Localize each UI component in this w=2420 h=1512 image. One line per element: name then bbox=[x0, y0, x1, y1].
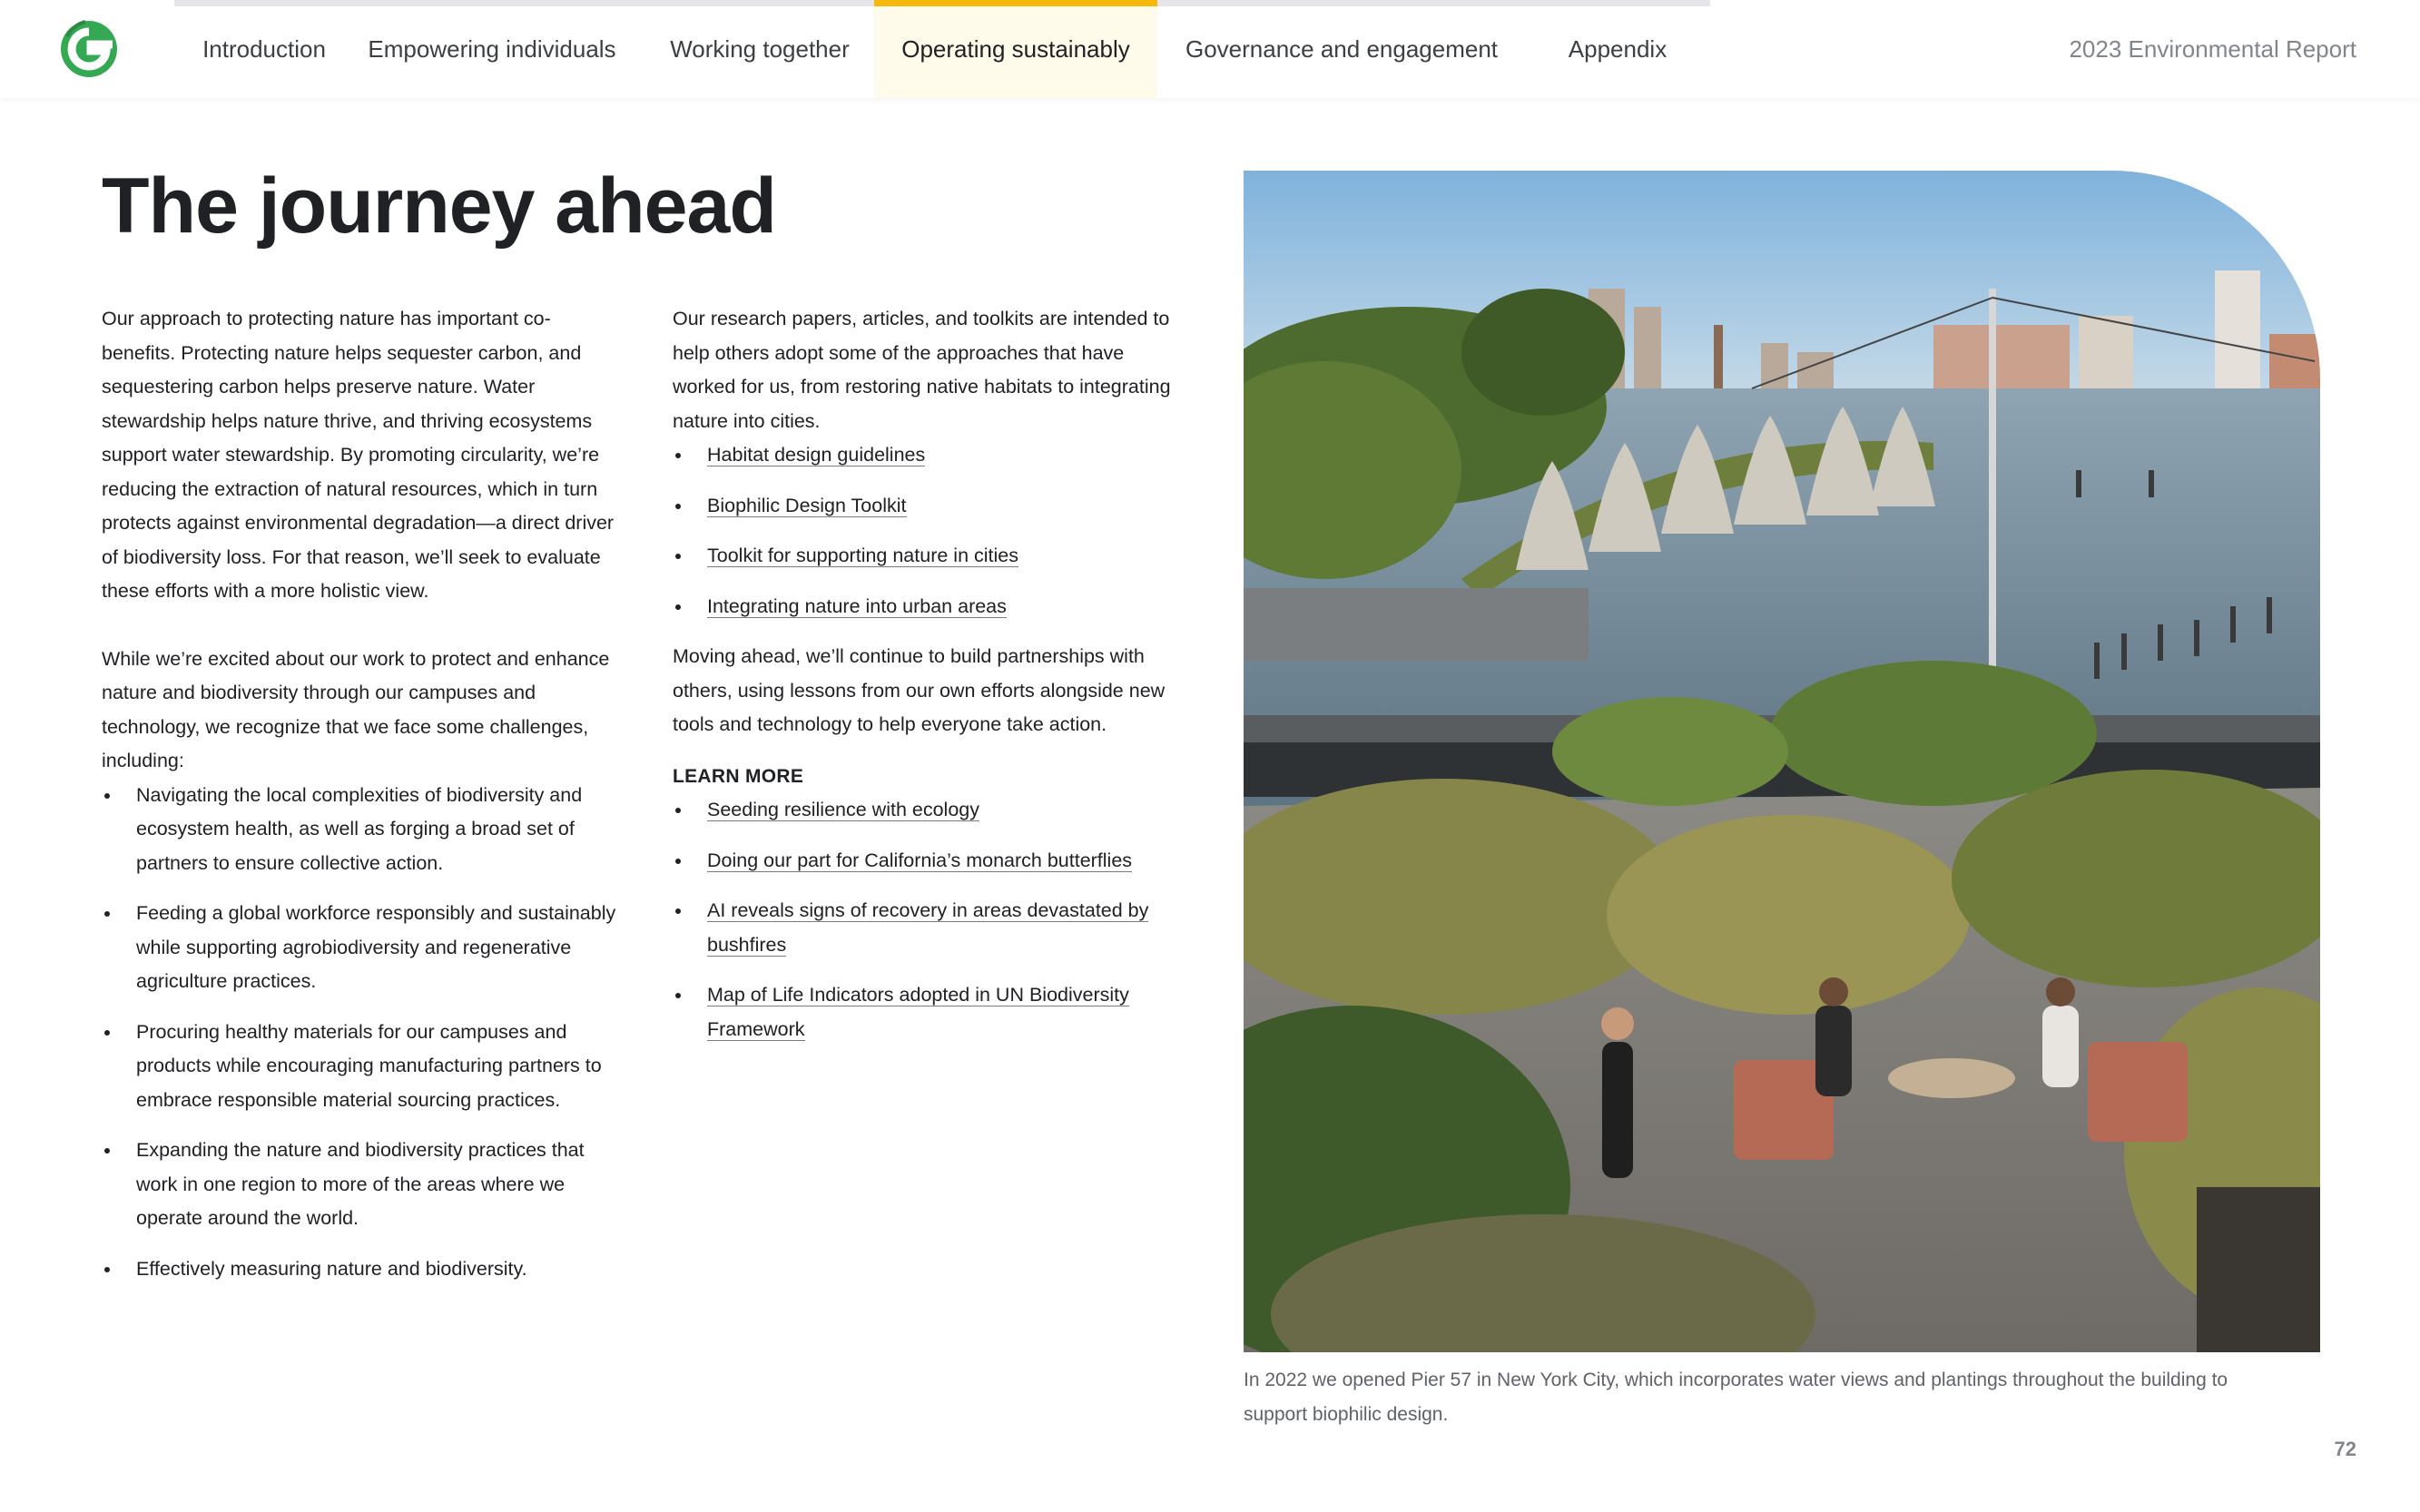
nature-in-cities-toolkit-link[interactable]: Toolkit for supporting nature in cities bbox=[707, 545, 1018, 566]
page-number: 72 bbox=[2334, 1438, 2356, 1460]
middle-column bbox=[673, 302, 1190, 1063]
list-item bbox=[673, 894, 1190, 962]
left-column bbox=[102, 302, 619, 1302]
nature-urban-areas-link[interactable]: Integrating nature into urban areas bbox=[707, 594, 1007, 617]
rooftop-garden-illustration bbox=[1244, 171, 2320, 1352]
biophilic-design-toolkit-link[interactable]: Biophilic Design Toolkit bbox=[707, 494, 907, 516]
partnerships-paragraph: Moving ahead, we’ll continue to build partnerships with others, using lessons from our own efforts alongside new tools and technology to help everyone take action. bbox=[673, 645, 1166, 735]
page-title: The journey ahead bbox=[102, 162, 776, 250]
list-item bbox=[673, 539, 1190, 574]
list-item bbox=[673, 844, 1190, 879]
resources-paragraph: Our research papers, articles, and toolkits are intended to help others adopt some of the approaches that have worked for us, from restoring native habitats to integrating nature into cities. bbox=[673, 308, 1171, 432]
map-of-life-indicators-link[interactable]: Map of Life Indicators adopted in UN Biodiversity Framework bbox=[707, 984, 1129, 1040]
top-navigation bbox=[0, 0, 2420, 98]
nav-tab-introduction[interactable]: Introduction bbox=[202, 34, 326, 63]
list-item bbox=[673, 438, 1190, 473]
nav-tab-working-together[interactable]: Working together bbox=[670, 34, 850, 63]
monarch-butterflies-link[interactable]: Doing our part for California’s monarch butterflies bbox=[707, 849, 1133, 871]
list-item bbox=[673, 793, 1190, 828]
list-item bbox=[673, 590, 1190, 624]
list-item bbox=[673, 489, 1190, 524]
nav-tab-empowering-individuals[interactable]: Empowering individuals bbox=[368, 34, 616, 63]
nav-tab-appendix[interactable]: Appendix bbox=[1568, 34, 1667, 63]
habitat-design-guidelines-link[interactable]: Habitat design guidelines bbox=[707, 444, 926, 466]
google-logo-icon[interactable] bbox=[58, 18, 120, 80]
intro-paragraph: Our approach to protecting nature has important co-benefits. Protecting nature helps sequester carbon, and sequestering carbon helps preserve nature. Water stewardship helps nature thrive, and thriving ecosystems support water stewardship. By promoting circularity, we’re reducing the extraction of natural resources, which in turn protects against environmental degradation—a direct driver of biodiversity loss. For that reason, we’ll seek to evaluate these efforts with a more holistic view. bbox=[102, 308, 615, 602]
list-item: Procuring healthy materials for our campuses and products while encouraging manufacturing partners to embrace responsible material sourcing practices. bbox=[102, 1016, 619, 1118]
challenges-list bbox=[102, 779, 619, 1287]
list-item bbox=[673, 978, 1190, 1046]
pier-57-photo bbox=[1244, 171, 2320, 1352]
resource-links-list bbox=[673, 438, 1190, 623]
list-item: Navigating the local complexities of biodiversity and ecosystem health, as well as forging a broad set of partners to ensure collective action. bbox=[102, 779, 619, 881]
list-item: Expanding the nature and biodiversity practices that work in one region to more of the areas where we operate around the world. bbox=[102, 1134, 619, 1236]
challenges-intro-paragraph: While we’re excited about our work to protect and enhance nature and biodiversity through our campuses and technology, we recognize that we face some challenges, including: bbox=[102, 647, 610, 771]
list-item: Feeding a global workforce responsibly and sustainably while supporting agrobiodiversity and regenerative agriculture practices. bbox=[102, 897, 619, 999]
photo-caption: In 2022 we opened Pier 57 in New York City, which incorporates water views and plantings throughout the building to support biophilic design. bbox=[1244, 1370, 2228, 1425]
learn-more-links-list bbox=[673, 793, 1190, 1046]
nav-tab-operating-sustainably[interactable]: Operating sustainably bbox=[874, 0, 1157, 98]
list-item: Effectively measuring nature and biodiversity. bbox=[102, 1252, 619, 1287]
seeding-resilience-link[interactable]: Seeding resilience with ecology bbox=[707, 799, 979, 820]
nav-tab-governance-and-engagement[interactable]: Governance and engagement bbox=[1185, 34, 1499, 63]
ai-bushfire-recovery-link[interactable]: AI reveals signs of recovery in areas devastated by bushfires bbox=[707, 899, 1149, 956]
report-title: 2023 Environmental Report bbox=[2069, 34, 2356, 63]
learn-more-heading: LEARN MORE bbox=[673, 765, 804, 787]
